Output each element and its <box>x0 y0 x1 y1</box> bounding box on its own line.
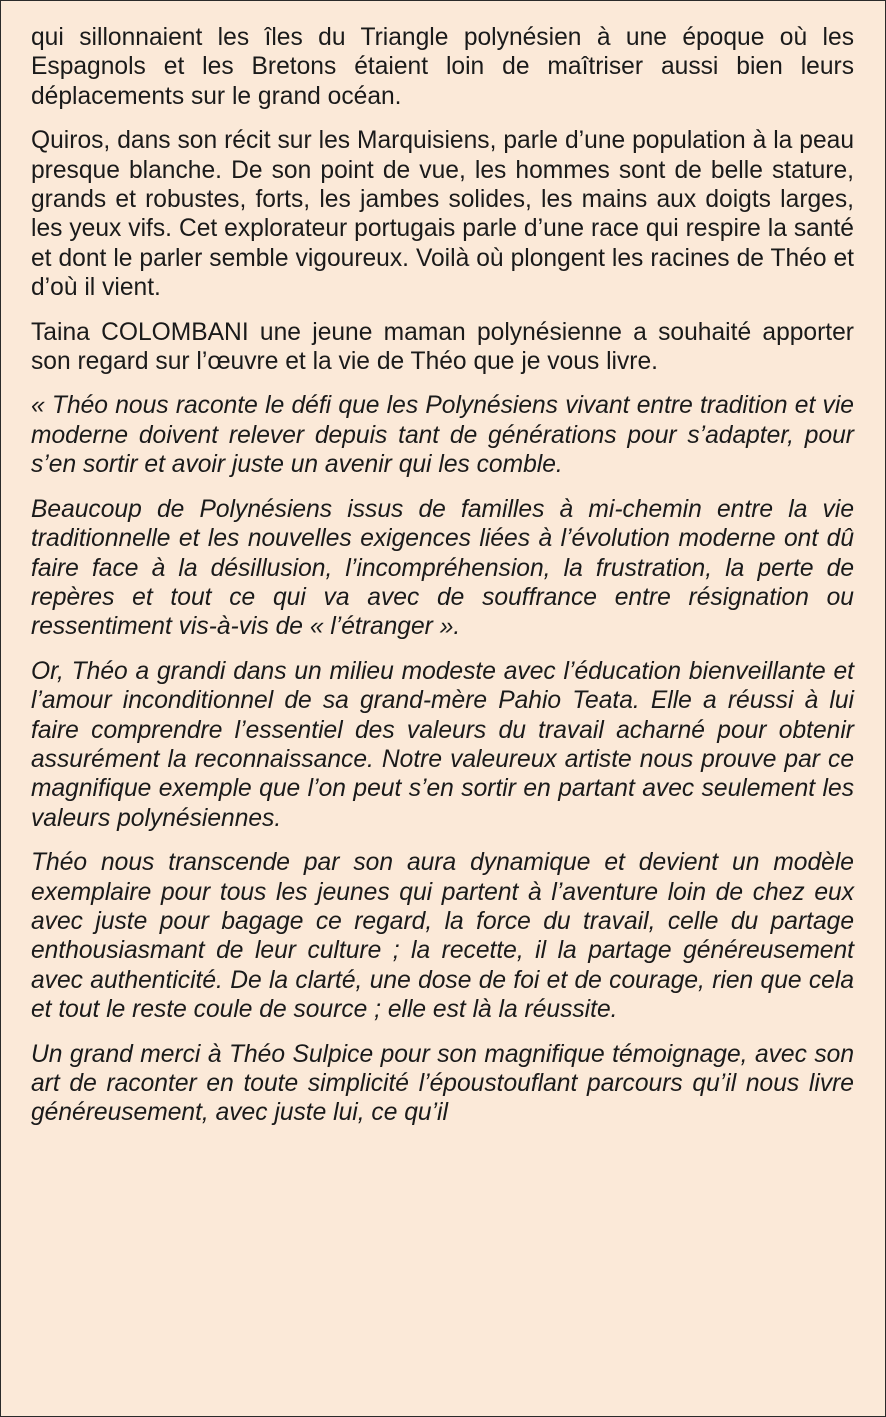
paragraph-1: qui sillonnaient les îles du Triangle polynésien à une époque où les Espagnols et les Bretons étaient loin de maîtriser aussi bien leurs déplacements sur le grand océan. <box>31 24 854 110</box>
quote-paragraph-1: « Théo nous raconte le défi que les Polynésiens vivant entre tradition et vie moderne doivent relever depuis tant de générations pour s’adapter, pour s’en sortir et avoir juste un avenir qui les comble. <box>31 392 854 479</box>
paragraph-2: Quiros, dans son récit sur les Marquisiens, parle d’une population à la peau presque blanche. De son point de vue, les hommes sont de belle stature, grands et robustes, forts, les jambes solides, les mains aux doigts larges, les yeux vifs. Cet explorateur portugais parle d’une race qui respire la santé et dont le parler semble vigoureux. Voilà où plongent les racines de Théo et d’où il vient. <box>31 127 854 302</box>
paragraph-3: Taina COLOMBANI une jeune maman polynésienne a souhaité apporter son regard sur l’œuvre et la vie de Théo que je vous livre. <box>31 318 854 376</box>
quote-paragraph-3: Or, Théo a grandi dans un milieu modeste avec l’éducation bienveillante et l’amour inconditionnel de sa grand-mère Pahio Teata. Elle a réussi à lui faire comprendre l’essentiel des valeurs du travail acharné pour obtenir assurément la reconnaissance. Notre valeureux artiste nous prouve par ce magnifique exemple que l’on peut s’en sortir en partant avec seulement les valeurs polynésiennes. <box>31 657 854 832</box>
quote-paragraph-2: Beaucoup de Polynésiens issus de familles à mi-chemin entre la vie traditionnelle et les nouvelles exigences liées à l’évolution moderne ont dû faire face à la désillusion, l’incompréhension, la frustration, la perte de repères et tout ce qui va avec de souffrance entre résignation ou ressentiment vis-à-vis de « l’étranger ». <box>31 495 854 641</box>
quote-paragraph-4: Théo nous transcende par son aura dynamique et devient un modèle exemplaire pour tous les jeunes qui partent à l’aventure loin de chez eux avec juste pour bagage ce regard, la force du travail, celle du partage enthousiasmant de leur culture ; la recette, il la partage généreusement avec authenticité. De la clarté, une dose de foi et de courage, rien que cela et tout le reste coule de source ; elle est là la réussite. <box>31 849 854 1024</box>
quote-paragraph-5: Un grand merci à Théo Sulpice pour son magnifique témoignage, avec son art de raconter en toute simplicité l’époustouflant parcours qu’il nous livre généreusement, avec juste lui, ce qu’il <box>31 1040 854 1127</box>
text-body <box>31 23 854 1143</box>
